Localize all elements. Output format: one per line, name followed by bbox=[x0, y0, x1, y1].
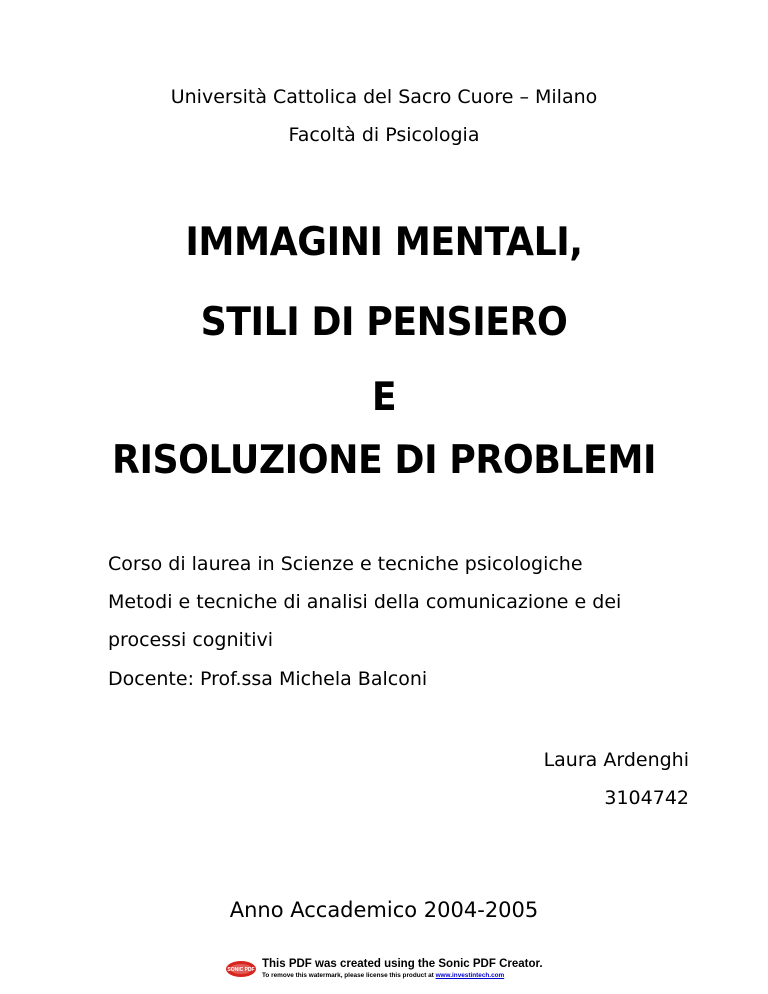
course-subject-line-1: Metodi e tecniche di analisi della comunicazione e dei bbox=[108, 591, 622, 613]
faculty-name: Facoltà di Psicologia bbox=[288, 124, 480, 146]
academic-year: Anno Accademico 2004-2005 bbox=[229, 898, 539, 922]
author-name: Laura Ardenghi bbox=[543, 749, 689, 771]
title-line-4: RISOLUZIONE DI PROBLEMI bbox=[111, 438, 657, 483]
title-line-1: IMMAGINI MENTALI, bbox=[185, 220, 583, 265]
watermark-sub-text bbox=[262, 972, 504, 979]
author-student-id: 3104742 bbox=[604, 787, 689, 809]
course-teacher: Docente: Prof.ssa Michela Balconi bbox=[108, 668, 428, 690]
sonic-pdf-logo-text: SONIC PDF bbox=[227, 967, 255, 973]
watermark-link[interactable]: www.investintech.com bbox=[435, 972, 505, 979]
watermark-sub-prefix: To remove this watermark, please license this product at bbox=[262, 972, 436, 979]
sonic-pdf-logo-icon bbox=[225, 959, 257, 979]
university-name: Università Cattolica del Sacro Cuore – Milano bbox=[170, 86, 598, 108]
pdf-watermark bbox=[225, 957, 545, 987]
course-degree: Corso di laurea in Scienze e tecniche psicologiche bbox=[108, 553, 583, 575]
title-line-3: E bbox=[371, 375, 397, 420]
title-line-2: STILI DI PENSIERO bbox=[200, 300, 568, 345]
watermark-main-text: This PDF was created using the Sonic PDF Creator. bbox=[262, 958, 543, 970]
course-subject-line-2: processi cognitivi bbox=[108, 629, 274, 651]
